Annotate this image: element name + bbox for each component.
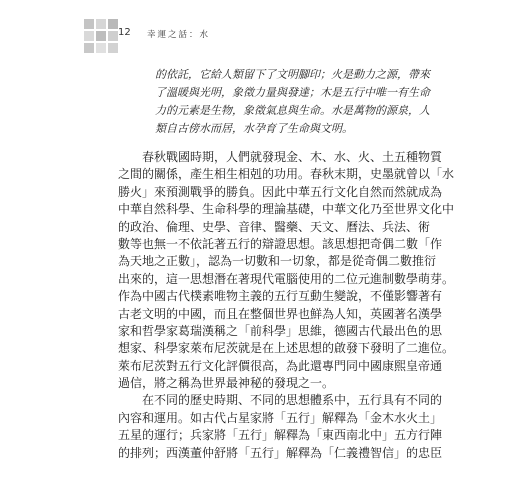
paragraph-line: 為天地之正數」，認為一切數和一切象，都是從奇偶二數推衍: [118, 254, 437, 269]
quote-line: 的依託，它給人類留下了文明腳印；火是動力之源，帶來: [155, 68, 430, 81]
paragraph-line: 作為中國古代樸素唯物主義的五行互動生變說，不僅影響著有: [118, 289, 443, 304]
paragraph-line: 五星的運行；兵家將「五行」解釋為「東西南北中」五方行陣: [118, 428, 443, 443]
running-title: 幸運之話：水: [147, 30, 211, 40]
paragraph-line: 數等也無一不依託著五行的辯證思想。該思想把奇偶二數「作: [118, 236, 443, 251]
paragraph-line: 家和哲學家葛瑞漢稱之「前科學」思維，德國古代最出色的思: [118, 323, 443, 338]
quote-line: 了溫暖與光明，象徵力量與發達；木是五行中唯一有生命: [155, 86, 430, 99]
body-text: [118, 149, 455, 462]
quote-line: 力的元素是生物，象徵氣息與生命。水是萬物的源泉，人: [155, 104, 430, 117]
paragraph-line: 勝火」來預測戰爭的勝負。因此中華五行文化自然而然就成為: [118, 184, 443, 199]
paragraph-line: 內容和運用。如古代占星家將「五行」解釋為「金木水火土」: [118, 410, 443, 425]
paragraph-line: 萊布尼茨對五行文化評價很高，為此還專門同中國康熙皇帝通: [118, 358, 443, 373]
paragraph-line: 過信，將之稱為世界最神秘的發現之一。: [118, 376, 335, 391]
paragraph-line: 想家、科學家萊布尼茨就是在上述思想的啟發下發明了二進位。: [118, 341, 455, 356]
paragraph-line: 中華自然科學、生命科學的理論基礎，中華文化乃至世界文化中: [118, 202, 455, 217]
paragraph-line: 古老文明的中國，而且在整個世界也鮮為人知，英國著名漢學: [118, 306, 443, 321]
paragraph-line: 在不同的歷史時期、不同的思想體系中，五行具有不同的: [142, 393, 443, 408]
quote-block: [155, 66, 443, 138]
quote-line: 類自古傍水而居，水孕育了生命與文明。: [155, 122, 353, 135]
page-number: 12: [118, 27, 131, 38]
paragraph-line: 的排列；西漢董仲舒將「五行」解釋為「仁義禮智信」的忠臣: [118, 445, 443, 460]
paragraph-line: 春秋戰國時期，人們就發現金、木、水、火、土五種物質: [142, 150, 443, 164]
paragraph-line: 的政治、倫理、史學、音律、醫藥、天文、曆法、兵法、術: [118, 219, 431, 234]
paragraph-line: 出來的，這一思想潛在著現代電腦使用的二位元進制數學萌芽。: [118, 271, 455, 286]
corner-ornament-icon: [84, 19, 118, 55]
paragraph-line: 之間的關係，產生相生相剋的功用。春秋末期，史墨就曾以「水: [118, 167, 455, 182]
